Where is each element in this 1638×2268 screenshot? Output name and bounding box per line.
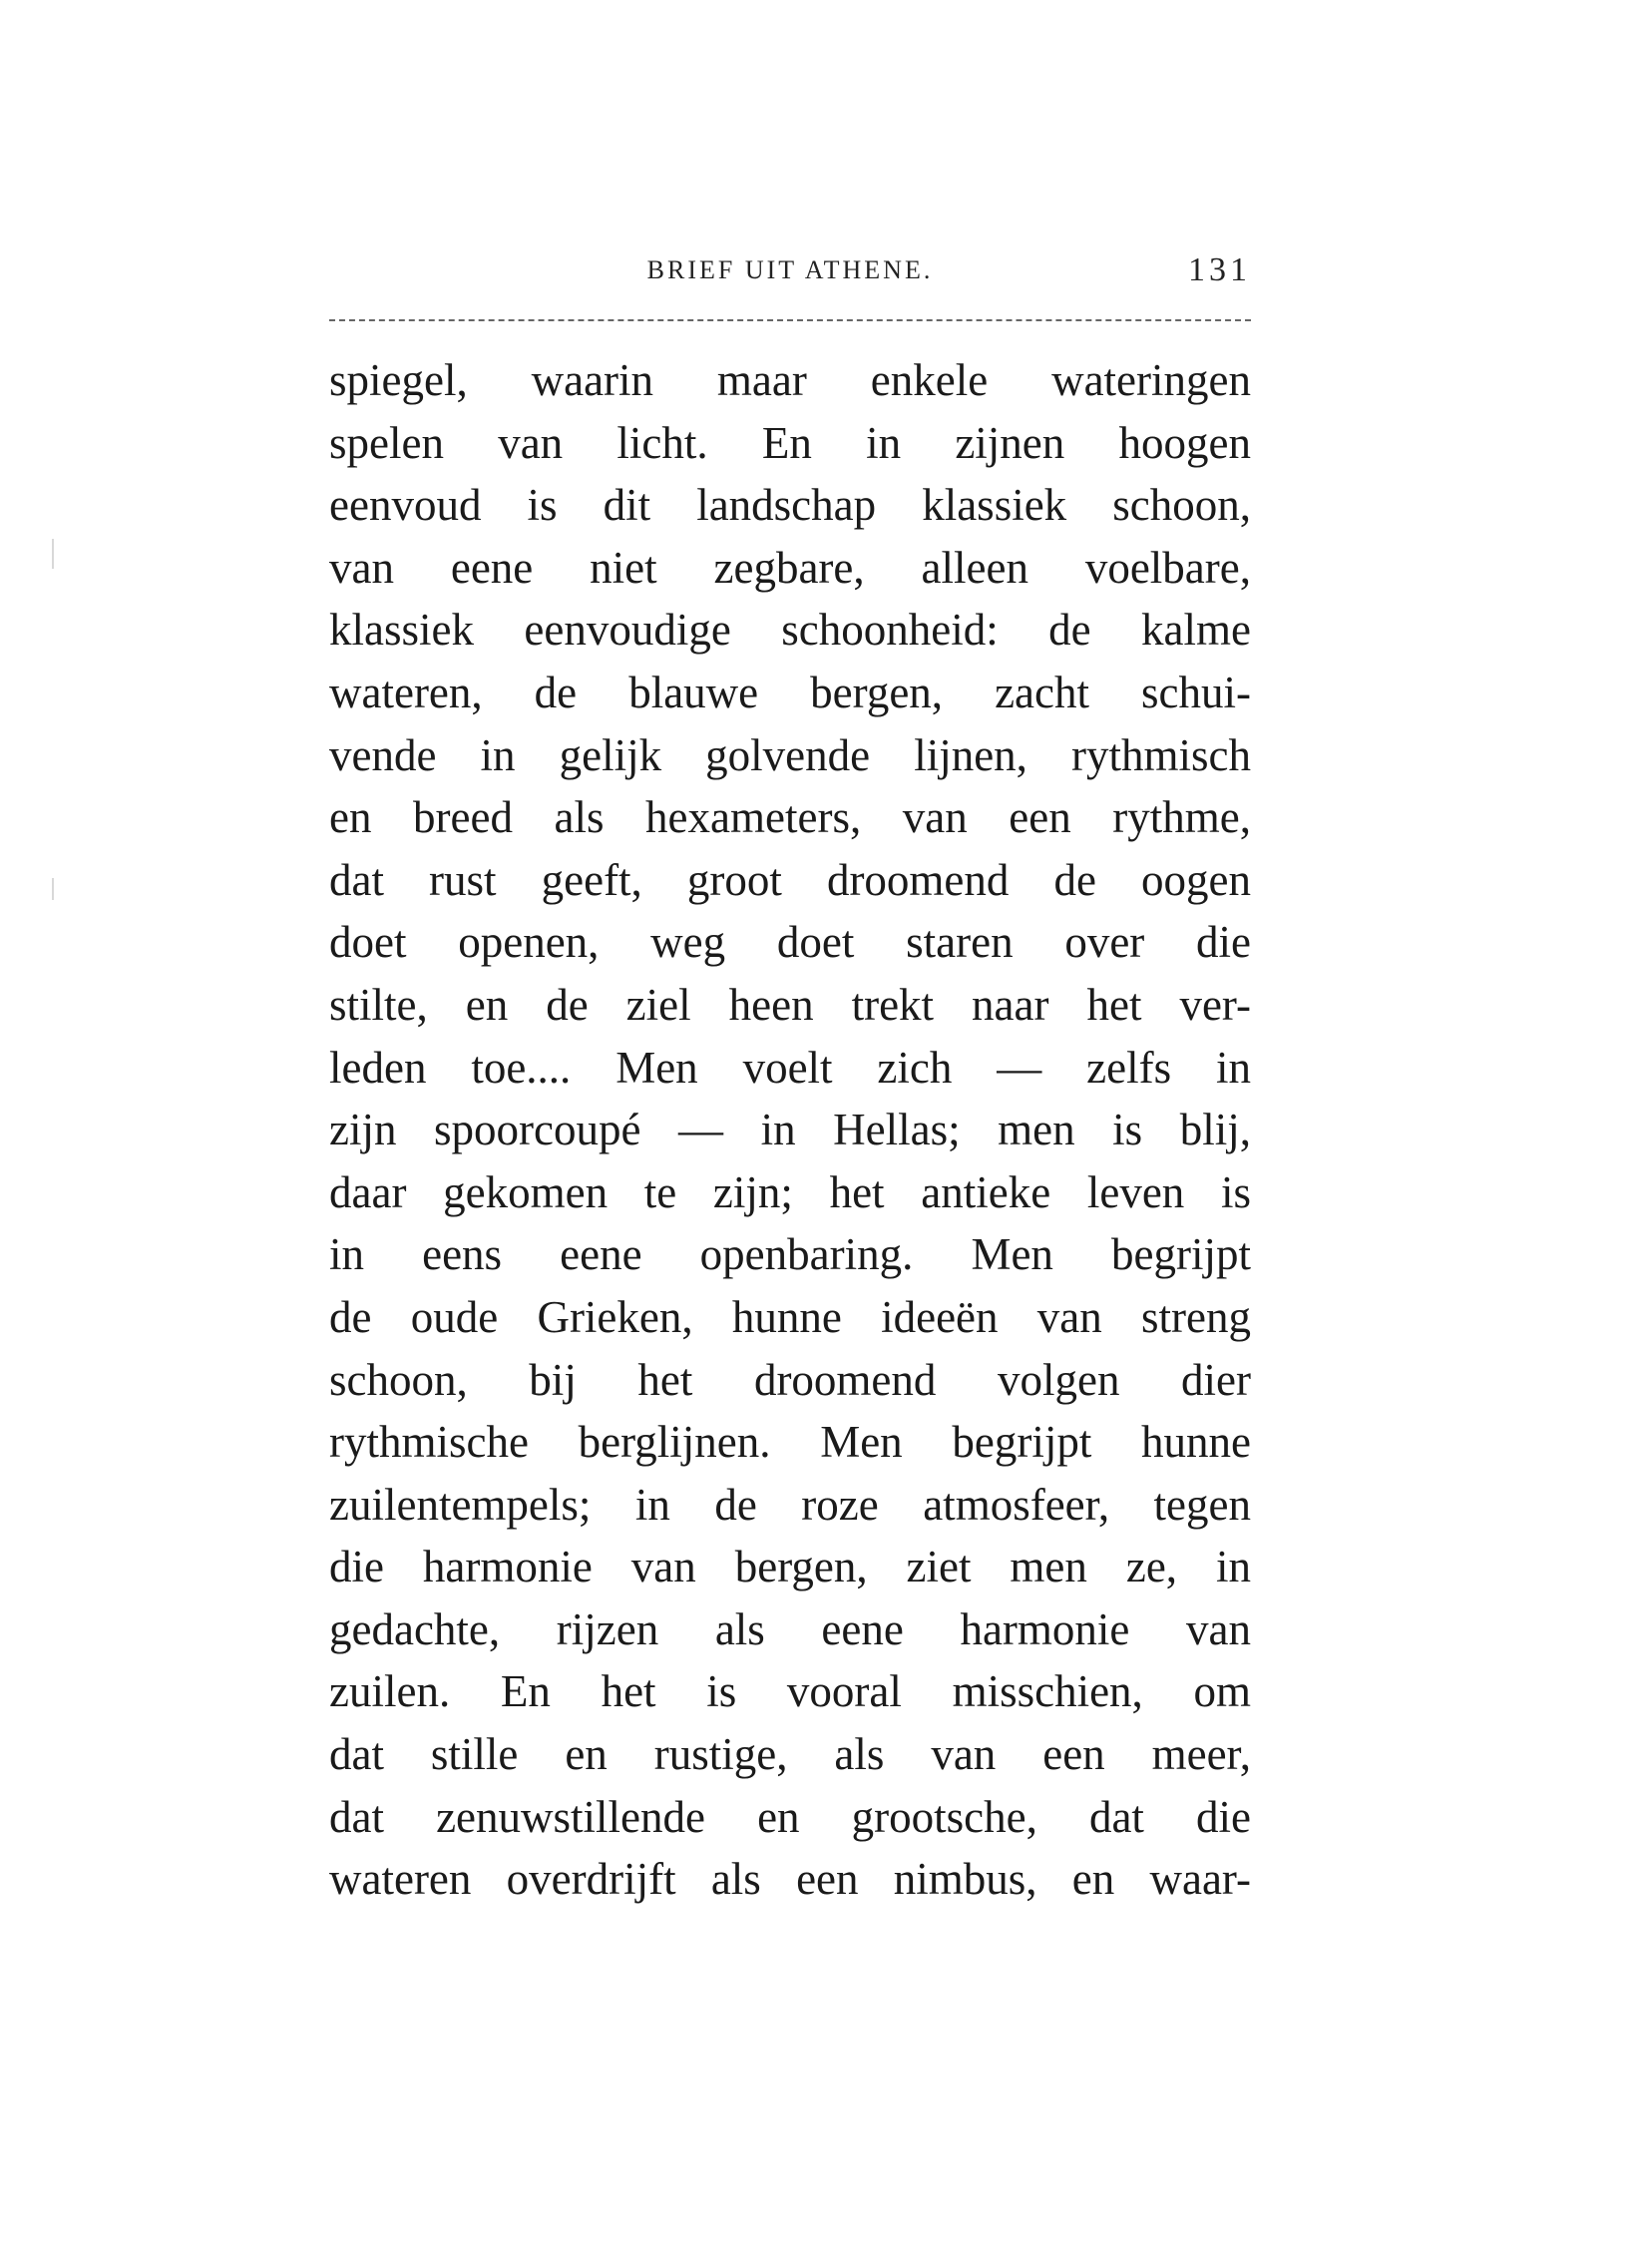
page-edge-mark [52, 539, 54, 569]
text-line: dat stille en rustige, als van een meer, [329, 1729, 1251, 1780]
body-text [329, 349, 1251, 1911]
text-line: die harmonie van bergen, ziet men ze, in [329, 1542, 1251, 1592]
text-line: dat zenuwstillende en grootsche, dat die [329, 1791, 1251, 1842]
text-line: rythmische berglijnen. Men begrijpt hunne [329, 1417, 1251, 1468]
text-line: stilte, en de ziel heen trekt naar het ver- [329, 979, 1251, 1030]
text-line: gedachte, rijzen als eene harmonie van [329, 1603, 1251, 1654]
text-line: schoon, bij het droomend volgen dier [329, 1354, 1251, 1405]
text-line: spelen van licht. En in zijnen hoogen [329, 417, 1251, 468]
page-number: 131 [1188, 251, 1251, 288]
page-edge-mark [52, 878, 54, 900]
text-line: wateren, de blauwe bergen, zacht schui- [329, 667, 1251, 717]
text-line: zuilen. En het is vooral misschien, om [329, 1666, 1251, 1717]
text-line: in eens eene openbaring. Men begrijpt [329, 1229, 1251, 1280]
text-line: en breed als hexameters, van een rythme, [329, 792, 1251, 843]
text-line: klassiek eenvoudige schoonheid: de kalme [329, 605, 1251, 656]
text-line: doet openen, weg doet staren over die [329, 917, 1251, 968]
text-line: eenvoud is dit landschap klassiek schoon, [329, 480, 1251, 531]
text-line: spiegel, waarin maar enkele wateringen [329, 355, 1251, 405]
text-line: van eene niet zegbare, alleen voelbare, [329, 542, 1251, 593]
running-head [329, 251, 1251, 291]
text-line: zuilentempels; in de roze atmosfeer, tegen [329, 1479, 1251, 1530]
text-line: vende in gelijk golvende lijnen, rythmisch [329, 729, 1251, 780]
text-line: zijn spoorcoupé — in Hellas; men is blij, [329, 1105, 1251, 1155]
text-line: leden toe.... Men voelt zich — zelfs in [329, 1042, 1251, 1093]
text-line: de oude Grieken, hunne ideeën van streng [329, 1291, 1251, 1342]
running-title: BRIEF UIT ATHENE. [646, 255, 934, 284]
text-line: dat rust geeft, groot droomend de oogen [329, 854, 1251, 905]
text-line: daar gekomen te zijn; het antieke leven is [329, 1166, 1251, 1217]
header-rule [329, 319, 1251, 321]
text-line: wateren overdrijft als een nimbus, en waar- [329, 1854, 1251, 1905]
